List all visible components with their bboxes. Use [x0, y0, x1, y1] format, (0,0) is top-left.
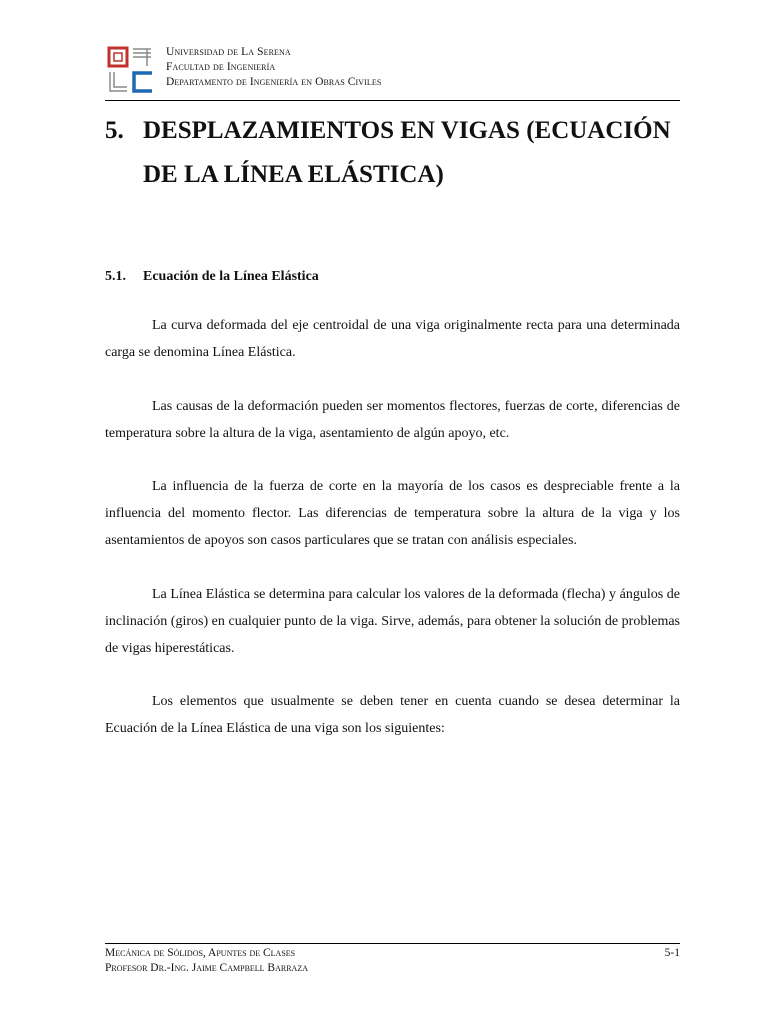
page-number: 5-1 — [664, 947, 680, 959]
course-name: Mecánica de Sólidos, Apuntes de Clases — [105, 947, 296, 959]
university-logo-icon — [107, 46, 155, 94]
department-name: Departamento de Ingeniería en Obras Civiles — [166, 76, 382, 88]
footer-divider — [105, 943, 680, 944]
paragraph-5: Los elementos que usualmente se deben tener en cuenta cuando se desea determinar la Ecuación de la Línea Elástica de una viga son los siguientes: — [105, 694, 680, 736]
professor-name: Profesor Dr.-Ing. Jaime Campbell Barraza — [105, 962, 308, 974]
paragraph-3: La influencia de la fuerza de corte en la mayoría de los casos es despreciable frente a la influencia del momento flector. Las diferencias de temperatura sobre la altura de la viga y los asentamientos de apoyos son casos particulares que se tratan con análisis especiales. — [105, 479, 680, 548]
page-footer — [105, 946, 680, 976]
chapter-number: 5. — [105, 117, 124, 144]
section-number: 5.1. — [105, 269, 126, 284]
paragraph-1: La curva deformada del eje centroidal de una viga originalmente recta para una determinada carga se denomina Línea Elástica. — [105, 318, 680, 360]
section-title: Ecuación de la Línea Elástica — [143, 269, 319, 284]
paragraph-2: Las causas de la deformación pueden ser momentos flectores, fuerzas de corte, diferencias de temperatura sobre la altura de la viga, asentamiento de algún apoyo, etc. — [105, 399, 680, 441]
header-divider — [105, 100, 680, 101]
paragraph-4: La Línea Elástica se determina para calcular los valores de la deformada (flecha) y ángulos de inclinación (giros) en cualquier punto de la viga. Sirve, además, para obtener la solución de problemas de vigas hiperestáticas. — [105, 587, 680, 656]
institution-header — [166, 45, 381, 90]
chapter-title: DESPLAZAMIENTOS EN VIGAS (ECUACIÓN DE LA LÍNEA ELÁSTICA) — [143, 117, 671, 188]
university-name: Universidad de La Serena — [166, 46, 291, 58]
faculty-name: Facultad de Ingeniería — [166, 61, 276, 73]
